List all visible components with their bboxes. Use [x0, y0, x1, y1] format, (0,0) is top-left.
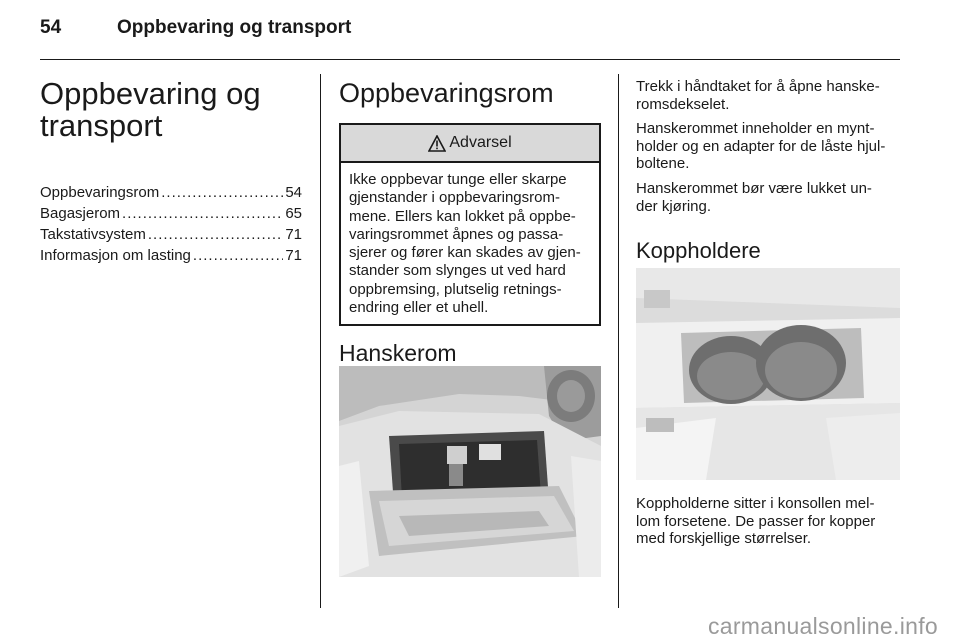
toc-page: 71 [285, 247, 302, 264]
warning-line: sjerer og fører kan skades av gjen- [349, 244, 581, 262]
chapter-title [40, 78, 302, 142]
toc-leader-dots [193, 247, 283, 264]
paragraph-coin-holder [636, 120, 900, 173]
watermark: carmanualsonline.info [707, 613, 938, 639]
header-rule [40, 59, 900, 60]
paragraph-cupholders [636, 495, 900, 548]
text-line: Hanskerommet bør være lukket un- [636, 179, 872, 197]
glovebox-illustration [339, 366, 601, 577]
toc-entry-storage[interactable] [40, 184, 302, 205]
toc-leader-dots [122, 205, 283, 222]
warning-line: endring eller et uhell. [349, 299, 489, 317]
section-title-cupholders: Koppholdere [636, 238, 761, 264]
paragraph-open-glovebox [636, 78, 900, 113]
toc-label: Oppbevaringsrom [40, 184, 160, 201]
column-divider-left [320, 74, 321, 608]
warning-text [341, 163, 599, 324]
paragraph-keep-closed [636, 180, 900, 215]
toc-label: Informasjon om lasting [40, 247, 191, 264]
page-number: 54 [40, 17, 62, 38]
toc-entry-roof-rack[interactable] [40, 226, 302, 247]
glovebox-text-column [636, 78, 900, 264]
text-line: Trekk i håndtaket for å åpne hanske- [636, 78, 880, 95]
toc-page: 71 [285, 226, 302, 243]
toc-label: Bagasjerom [40, 205, 121, 222]
column-divider-right [618, 74, 619, 608]
table-of-contents [40, 184, 302, 268]
text-line: Hanskerommet inneholder en mynt- [636, 120, 875, 138]
section-title-storage: Oppbevaringsrom [339, 78, 554, 108]
text-line: lom forsetene. De passer for kopper [636, 512, 876, 530]
text-line: der kjøring. [636, 197, 712, 215]
text-line: holder og en adapter for de låste hjul- [636, 137, 886, 155]
warning-line: gjenstander i oppbevaringsrom- [349, 189, 560, 207]
warning-line: oppbremsing, plutselig retnings- [349, 280, 562, 298]
warning-header [341, 125, 599, 163]
toc-leader-dots [161, 184, 283, 201]
warning-box [339, 123, 601, 326]
warning-line: varingsrommet åpnes og passa- [349, 225, 564, 243]
text-line: boltene. [636, 155, 690, 173]
warning-heading: Advarsel [449, 134, 512, 151]
chapter-title-line1: Oppbevaring og [40, 76, 261, 111]
text-line: Koppholderne sitter i konsollen mel- [636, 495, 875, 512]
chapter-column [40, 78, 302, 268]
text-line: med forskjellige størrelser. [636, 530, 812, 548]
warning-line: stander som slynges ut ved hard [349, 262, 566, 280]
toc-entry-loading[interactable] [40, 247, 302, 268]
chapter-title-line2: transport [40, 108, 163, 143]
storage-column [339, 78, 601, 366]
toc-label: Takstativsystem [40, 226, 146, 243]
toc-leader-dots [148, 226, 283, 243]
warning-line: mene. Ellers kan lokket på oppbe- [349, 207, 576, 225]
running-header-title: Oppbevaring og transport [117, 17, 352, 38]
subsection-title-glovebox: Hanskerom [339, 340, 457, 367]
toc-page: 54 [285, 184, 302, 201]
cupholder-illustration [636, 268, 900, 480]
warning-triangle-icon [428, 135, 446, 152]
toc-page: 65 [285, 205, 302, 222]
toc-entry-luggage[interactable] [40, 205, 302, 226]
text-line: romsdekselet. [636, 95, 730, 113]
warning-line: Ikke oppbevar tunge eller skarpe [349, 171, 567, 188]
